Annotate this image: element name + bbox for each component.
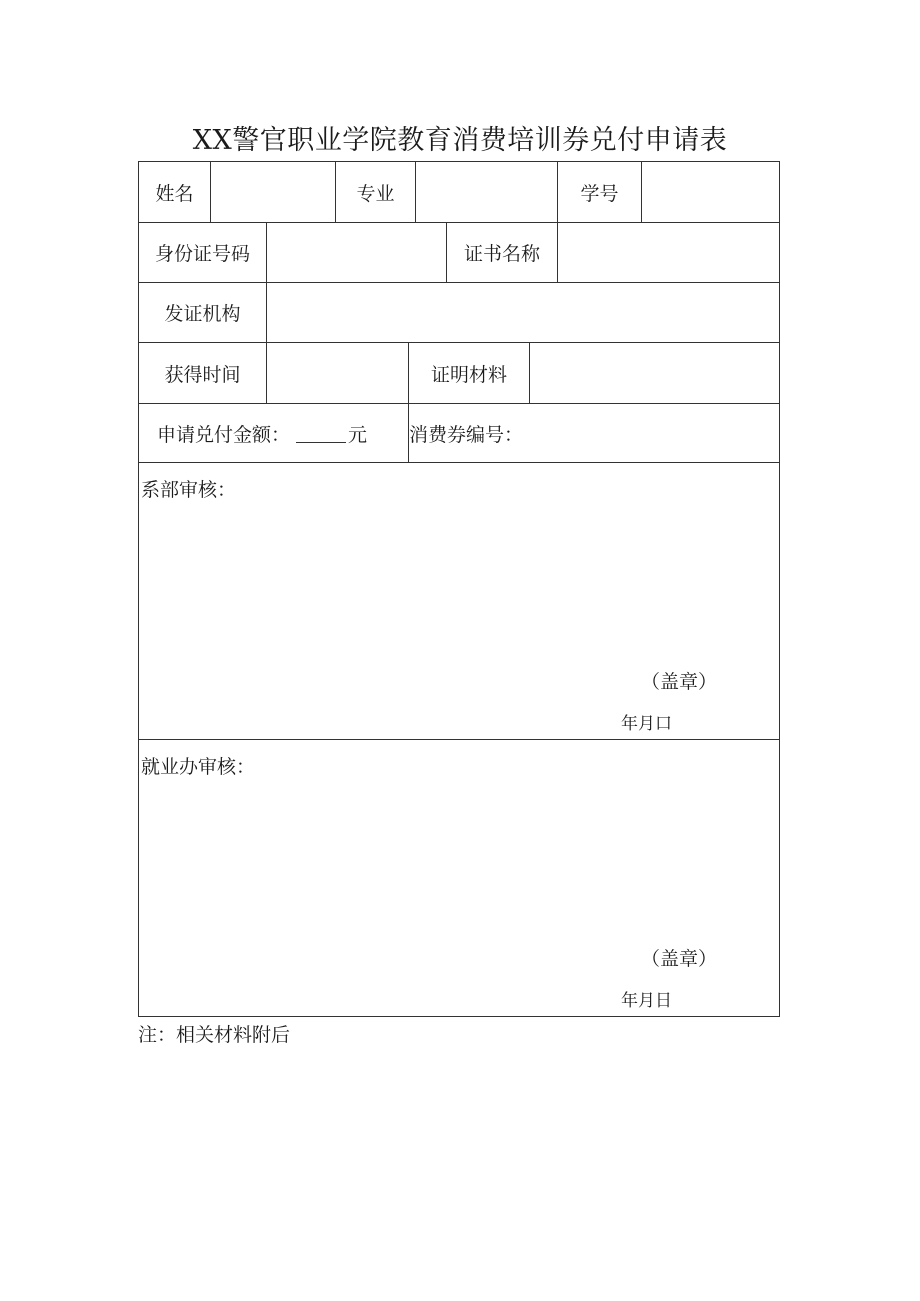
id-number-label: 身份证号码 bbox=[154, 243, 250, 265]
amount-unit: 元 bbox=[348, 423, 368, 446]
amount-label: 申请兑付金额： bbox=[157, 423, 291, 446]
student-id-label: 学号 bbox=[557, 162, 641, 222]
proof-materials-field[interactable] bbox=[529, 343, 780, 403]
id-number-field[interactable] bbox=[266, 223, 446, 282]
dept-review-date: 年月口 bbox=[621, 714, 672, 734]
row-amount-voucher bbox=[139, 404, 779, 463]
dept-review-section[interactable] bbox=[139, 463, 779, 740]
major-label: 专业 bbox=[335, 162, 415, 222]
employment-review-date: 年月日 bbox=[621, 991, 672, 1011]
row-id-certificate bbox=[139, 223, 779, 283]
obtained-time-field[interactable] bbox=[266, 343, 408, 403]
obtained-time-label: 获得时间 bbox=[164, 363, 241, 386]
issuing-authority-label: 发证机构 bbox=[164, 303, 241, 325]
footnote: 注：相关材料附后 bbox=[138, 1024, 291, 1046]
voucher-number-cell[interactable] bbox=[408, 404, 780, 462]
employment-review-label: 就业办审核： bbox=[141, 756, 256, 778]
certificate-name-field[interactable] bbox=[557, 223, 780, 282]
employment-review-stamp: （盖章） bbox=[641, 948, 718, 970]
issuing-authority-field[interactable] bbox=[266, 283, 780, 342]
amount-cell bbox=[139, 404, 408, 462]
row-basic-info bbox=[139, 162, 779, 223]
amount-input[interactable] bbox=[296, 423, 346, 443]
form-title: XX警官职业学院教育消费培训券兑付申请表 bbox=[192, 125, 728, 156]
row-issuing-authority bbox=[139, 283, 779, 343]
dept-review-stamp: （盖章） bbox=[641, 671, 718, 693]
employment-review-section[interactable] bbox=[139, 740, 779, 1016]
row-time-proof bbox=[139, 343, 779, 404]
name-field[interactable] bbox=[210, 162, 335, 222]
certificate-name-label: 证书名称 bbox=[446, 223, 557, 282]
student-id-field[interactable] bbox=[641, 162, 780, 222]
name-label: 姓名 bbox=[155, 182, 194, 205]
major-field[interactable] bbox=[415, 162, 557, 222]
proof-materials-label: 证明材料 bbox=[408, 343, 529, 403]
voucher-number-label: 消费券编号： bbox=[409, 423, 524, 446]
application-form bbox=[138, 161, 780, 1017]
dept-review-label: 系部审核： bbox=[141, 479, 237, 501]
